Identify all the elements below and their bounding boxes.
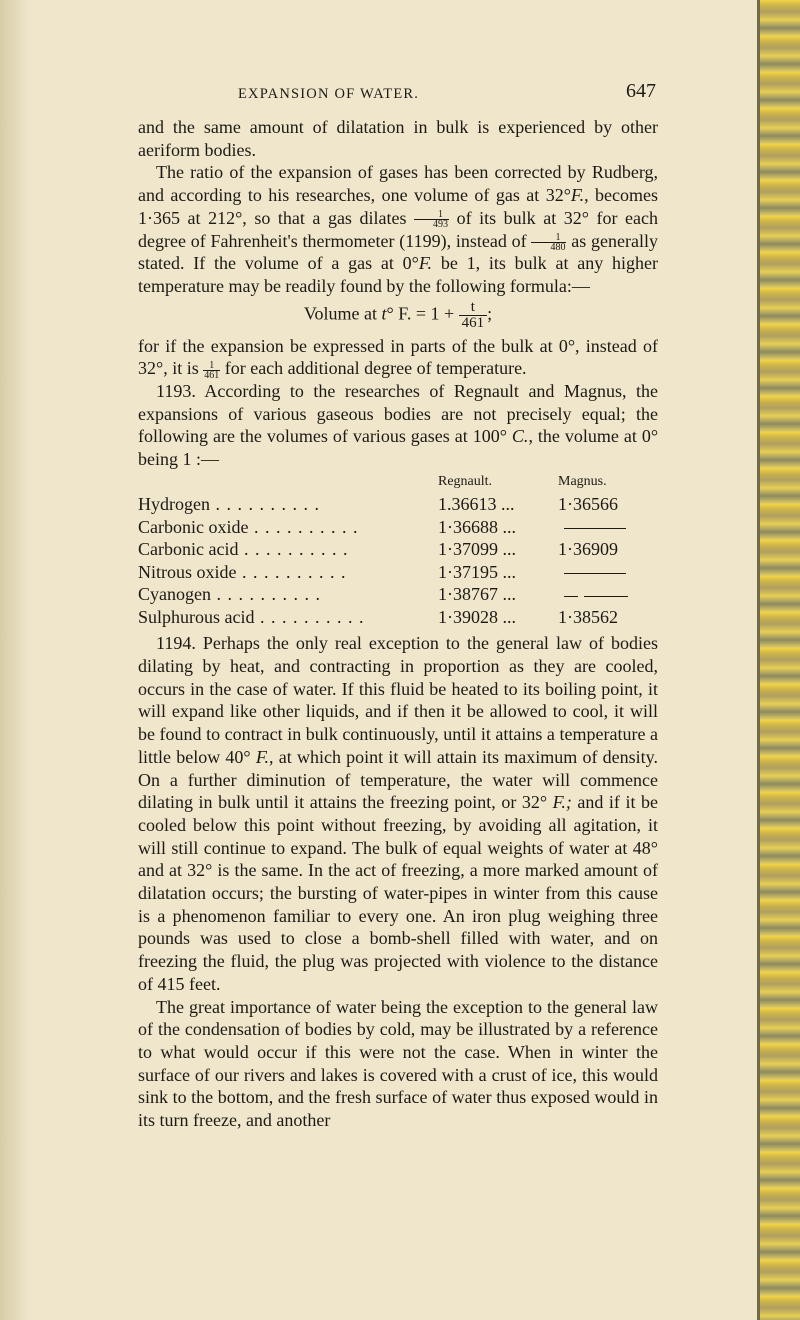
separator-dots: ... (502, 516, 516, 537)
regnault-value (438, 538, 558, 561)
fraction-numerator: 1 (531, 233, 566, 243)
table-row (138, 583, 658, 606)
separator-dots: ... (502, 561, 516, 582)
gas-name-text: Hydrogen (138, 494, 210, 515)
table-header-blank (138, 471, 438, 494)
separator-dots: ... (502, 539, 516, 560)
p5-text-e: and if it be cooled below this point without freezing, by avoiding all agitation, it will still continue to expand. The bulk of equal weights of water at 48° and at 32° is the same. In the act of freezing, a more marked amount of dilatation occurs; the bursting of water-pipes in winter from this cause is a phenomenon familiar to every one. An iron plug weighing three pounds was used to close a bomb-shell filled with water, and on freezing the fluid, the plug was projected with violence to the distance of 415 feet. (138, 792, 658, 994)
regnault-value (438, 516, 558, 539)
formula-numerator: t (459, 300, 488, 316)
leader-dots (238, 539, 348, 559)
regnault-value-text: 1·37195 (438, 561, 498, 582)
running-head-title: EXPANSION OF WATER. (238, 86, 420, 102)
p4-text-c: , the volume at 0° being 1 :— (138, 426, 659, 470)
table-row (138, 516, 658, 539)
regnault-value-text: 1·36688 (438, 516, 498, 537)
table-header-magnus: Magnus. (558, 473, 607, 489)
gas-name-text: Carbonic acid (138, 539, 239, 560)
paragraph-6 (138, 996, 658, 1132)
page-number: 647 (626, 80, 656, 102)
formula-denominator: 461 (461, 314, 485, 331)
regnault-value-text: 1.36613 (438, 494, 497, 515)
regnault-value (438, 606, 558, 629)
missing-value-dash (564, 573, 626, 574)
fraction-1-480 (531, 233, 566, 252)
gas-name (138, 583, 438, 606)
leader-dots (255, 607, 365, 627)
paragraph-3 (138, 335, 658, 380)
p2-unit-f2: F. (418, 253, 433, 274)
gas-name-text: Cyanogen (138, 584, 211, 605)
fraction-denominator: 461 (204, 369, 220, 381)
gas-name-text: Sulphurous acid (138, 606, 255, 627)
leader-dots (210, 494, 320, 514)
leader-dots (248, 517, 358, 537)
table-row (138, 538, 658, 561)
page-gutter-shadow (0, 0, 30, 1320)
separator-dots: ... (502, 606, 516, 627)
paragraph-1194 (138, 632, 658, 995)
magnus-value-missing (558, 516, 658, 539)
fraction-1-461 (203, 361, 220, 380)
missing-value-dash (584, 596, 628, 597)
gas-expansion-table (138, 471, 658, 629)
separator-dots: ... (501, 494, 515, 515)
p4-text-a: 1193. According to the researches of Regnault and Magnus, the expansions of various gaseous bodies are not precisely equal; the following are the volumes of various gases at 100° (138, 381, 658, 447)
magnus-value: 1·38562 (558, 606, 618, 627)
volume-formula (138, 300, 658, 331)
p5-unit-f2: F.; (552, 792, 572, 813)
missing-value-dash (564, 596, 578, 597)
table-row (138, 606, 658, 629)
regnault-value-text: 1·38767 (438, 584, 498, 605)
table-row (138, 493, 658, 516)
paragraph-1193 (138, 380, 658, 471)
book-edge-binding (757, 0, 800, 1320)
p5-text-c: , at which point it will attain its maximum of density. On a further diminution of temperature, the water will commence dilating in bulk until it attains the freezing point, or 32° (138, 746, 658, 813)
fraction-numerator: 1 (203, 361, 220, 371)
p2-text-e: as generally stated. If the volume of a gas at 0° (138, 230, 659, 274)
p2-unit-f: F. (570, 185, 585, 206)
p2-text-d: of its bulk at 32° for each degree of Fahrenheit's thermometer (1199), instead of (138, 207, 658, 251)
regnault-value-text: 1·37099 (438, 539, 498, 560)
gas-name (138, 606, 438, 629)
p3-text-b: for each additional degree of temperature. (224, 358, 527, 379)
regnault-value (438, 561, 558, 584)
gas-name (138, 493, 438, 516)
separator-dots: ... (502, 584, 516, 605)
p2-text-a: The ratio of the expansion of gases has been corrected by Rudberg, and according to his researches, one volume of gas at 32° (138, 162, 658, 206)
magnus-value: 1·36566 (558, 494, 618, 515)
gas-name (138, 516, 438, 539)
regnault-value-text: 1·39028 (438, 606, 498, 627)
missing-value-dash (564, 528, 626, 529)
p2-text-c: , becomes 1·365 at 212°, so that a gas dilates (138, 185, 659, 228)
fraction-numerator: 1 (414, 210, 449, 220)
leader-dots (211, 584, 321, 604)
formula-variable-t: t (381, 303, 387, 324)
fraction-1-493 (414, 210, 449, 229)
formula-suffix: ; (487, 303, 493, 324)
regnault-value (438, 583, 558, 606)
table-header-regnault: Regnault. (438, 473, 493, 489)
p5-unit-f: F. (255, 746, 270, 767)
paragraph-1-text: and the same amount of dilatation in bulk is experienced by other aeriform bodies. (138, 117, 658, 160)
fraction-denominator: 480 (550, 241, 566, 253)
paragraph-6-text: The great importance of water being the exception to the general law of the condensation of bodies by cold, may be illustrated by a reference to what would occur if this were not the case. When in winter the surface of our rivers and lakes is covered with a crust of ice, this would sink to the bottom, and the fresh surface of water thus exposed would in its turn freeze, and another (138, 996, 658, 1131)
p2-text-g: be 1, its bulk at any higher temperature may be readily found by the following formula:— (138, 253, 658, 296)
p5-text-a: 1194. Perhaps the only real exception to the general law of bodies dilating by heat, and contracting in proportion as they are cooled, occurs in the case of water. If this fluid be heated to its boiling point, it will expand like other liquids, and if then it be allowed to cool, it will be found to contract in bulk continuously, until it attains a temperature a little below 40° (138, 633, 658, 767)
gas-name-text: Carbonic oxide (138, 516, 249, 537)
p4-unit-c: C. (511, 426, 529, 447)
body-text (138, 116, 658, 1132)
paragraph-2 (138, 161, 658, 297)
formula-middle: ° F. = 1 + (386, 303, 455, 324)
p3-text-a: for if the expansion be expressed in parts of the bulk at 0°, instead of 32°, it is (138, 335, 658, 379)
magnus-value-missing (558, 561, 658, 584)
formula-prefix: Volume at (303, 303, 378, 324)
gas-name (138, 538, 438, 561)
magnus-value-missing (558, 583, 658, 606)
paragraph-1 (138, 116, 658, 161)
gas-name (138, 561, 438, 584)
table-row (138, 561, 658, 584)
table-header-row (138, 471, 658, 494)
regnault-value (438, 493, 558, 516)
gas-name-text: Nitrous oxide (138, 561, 237, 582)
fraction-denominator: 493 (433, 219, 449, 231)
leader-dots (237, 562, 347, 582)
magnus-value: 1·36909 (558, 539, 618, 560)
formula-fraction (459, 300, 488, 331)
